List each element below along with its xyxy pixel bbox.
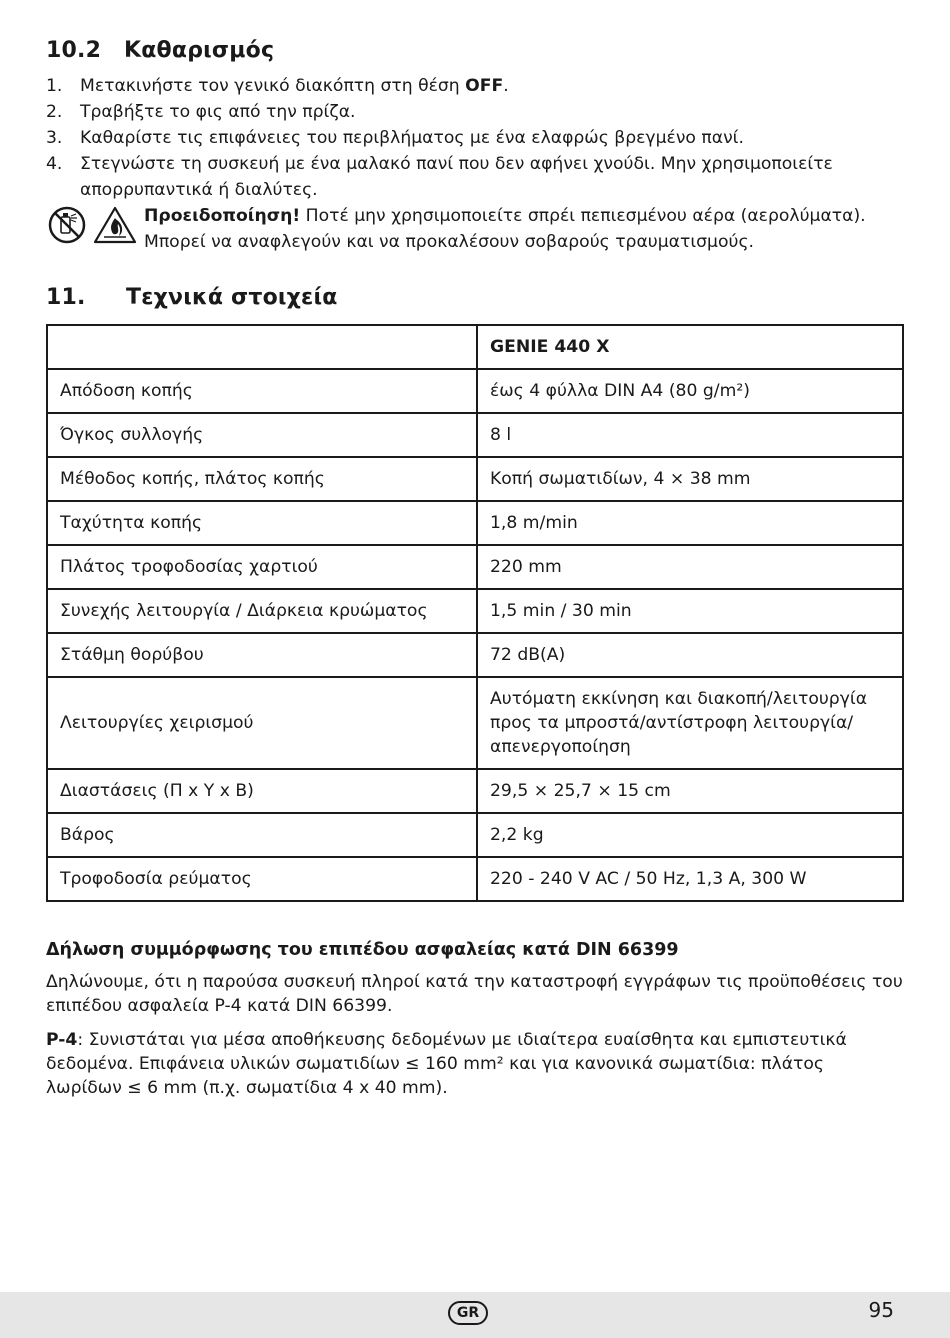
warning-label: Προειδοποίηση! [144, 206, 301, 226]
table-row: Απόδοση κοπής έως 4 φύλλα DIN A4 (80 g/m²) [47, 369, 903, 413]
declaration-paragraph: Δηλώνουμε, ότι η παρούσα συσκευή πληροί κατά την καταστροφή εγγράφων τις προϋποθέσεις του επιπέδου ασφαλεία P-4 κατά DIN 66399. [46, 972, 903, 1016]
p4-paragraph: P-4: Συνιστάται για μέσα αποθήκευσης δεδομένων με ιδιαίτερα ευαίσθητα και εμπιστευτικά δεδομένα. Επιφάνεια υλικών σωματιδίων ≤ 160 mm² και για κανονικά σωματίδια: πλάτος λωρίδων ≤ 6 mm (π.χ. σωματίδια 4 x 40 mm). [46, 1030, 847, 1098]
table-row: Ταχύτητα κοπής 1,8 m/min [47, 501, 903, 545]
p4-label: P-4 [46, 1030, 78, 1050]
model-name: GENIE 440 X [477, 325, 903, 369]
declaration-title: Δήλωση συμμόρφωσης του επιπέδου ασφαλείας κατά DIN 66399 [46, 940, 679, 960]
table-row: Λειτουργίες χειρισμού Αυτόματη εκκίνηση και διακοπή/λειτουργία προς τα μπροστά/αντίστροφη λειτουργία/απενεργοποίηση [47, 677, 903, 769]
page-number: 95 [868, 1298, 894, 1322]
section-number: 10.2 [46, 38, 102, 63]
section-heading-cleaning [46, 38, 904, 63]
page-footer [0, 1292, 950, 1338]
flammable-warning-icon [92, 205, 138, 245]
table-row: Τροφοδοσία ρεύματος 220 - 240 V AC / 50 Hz, 1,3 A, 300 W [47, 857, 903, 901]
technical-data-table [46, 324, 904, 902]
cleaning-steps [46, 73, 904, 203]
section-heading-technical-data [46, 285, 904, 310]
table-header-row [47, 325, 903, 369]
table-row: Βάρος 2,2 kg [47, 813, 903, 857]
list-item: 3. Καθαρίστε τις επιφάνειες του περιβλήματος με ένα ελαφρώς βρεγμένο πανί. [46, 128, 744, 148]
section-title: Τεχνικά στοιχεία [126, 285, 338, 310]
table-row: Πλάτος τροφοδοσίας χαρτιού 220 mm [47, 545, 903, 589]
list-item: 1. Μετακινήστε τον γενικό διακόπτη στη θέση OFF. [46, 76, 509, 96]
section-title: Καθαρισμός [124, 38, 275, 63]
page-content [46, 38, 904, 1100]
table-row: Στάθμη θορύβου 72 dB(A) [47, 633, 903, 677]
warning-text: Ποτέ μην χρησιμοποιείτε σπρέι πεπιεσμένου αέρα (αερολύματα). Μπορεί να αναφλεγούν και να προκαλέσουν σοβαρούς τραυματισμούς. [144, 206, 866, 252]
table-row: Διαστάσεις (Π x Υ x Β) 29,5 × 25,7 × 15 cm [47, 769, 903, 813]
section-number: 11. [46, 285, 86, 310]
no-spray-icon [46, 205, 88, 245]
table-row: Μέθοδος κοπής, πλάτος κοπής Κοπή σωματιδίων, 4 × 38 mm [47, 457, 903, 501]
table-row: Όγκος συλλογής 8 l [47, 413, 903, 457]
warning-block [46, 203, 904, 255]
list-item: 2. Τραβήξτε το φις από την πρίζα. [46, 102, 356, 122]
list-item: 4. Στεγνώστε τη συσκευή με ένα μαλακό πανί που δεν αφήνει χνούδι. Μην χρησιμοποιείτε απορρυπαντικά ή διαλύτες. [46, 154, 833, 200]
table-row: Συνεχής λειτουργία / Διάρκεια κρυώματος 1,5 min / 30 min [47, 589, 903, 633]
language-badge: GR [448, 1301, 488, 1325]
